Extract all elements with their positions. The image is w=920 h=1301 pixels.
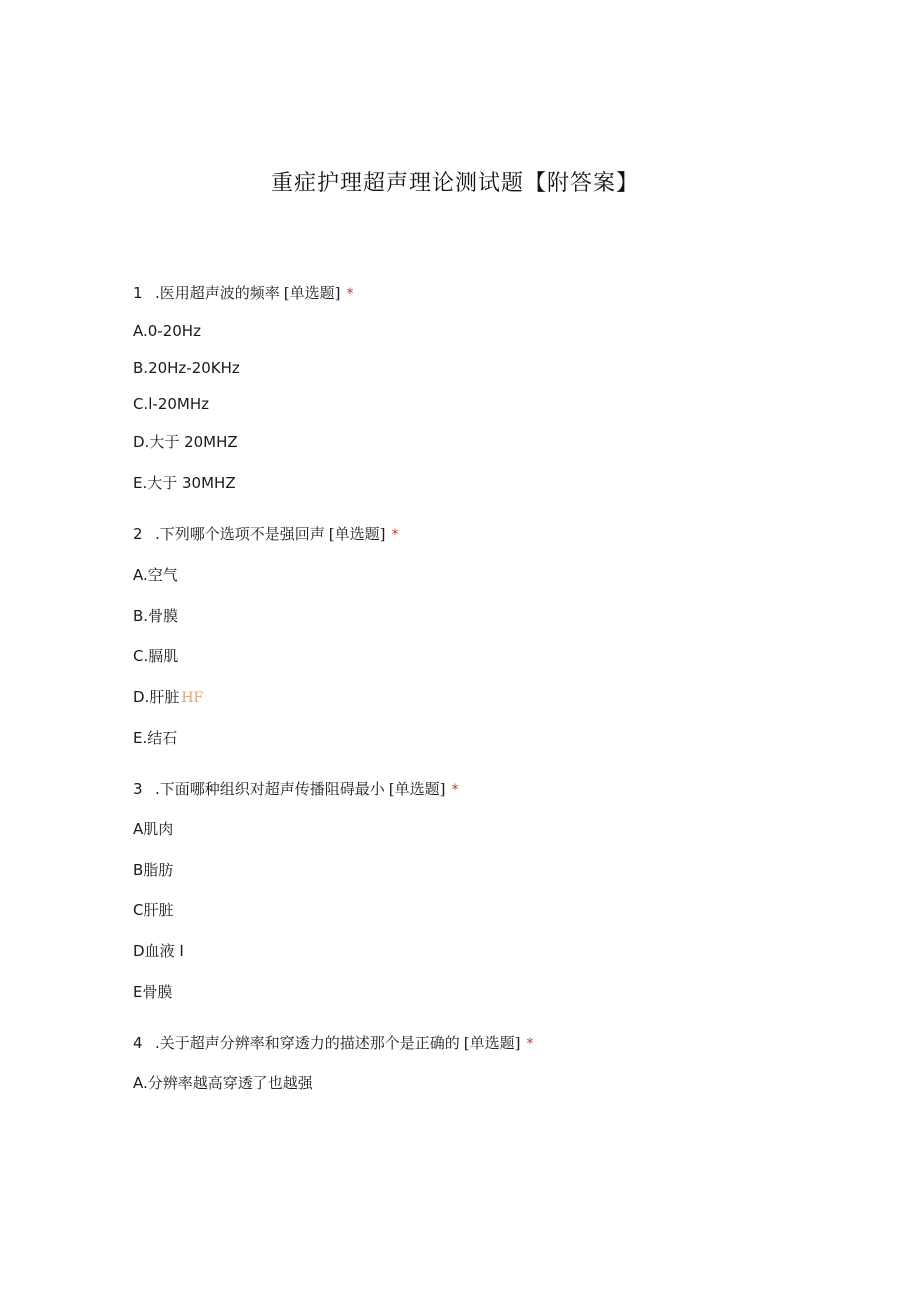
question-number: 1: [133, 284, 143, 302]
question-type: [单选题]: [283, 284, 341, 302]
stray-mark: HF: [181, 690, 204, 706]
option-text: 大于 20MHZ: [149, 433, 238, 451]
option-2a[interactable]: [133, 565, 178, 585]
required-mark: *: [346, 286, 354, 302]
option-label: E: [133, 983, 143, 1001]
option-label: C.: [133, 647, 149, 665]
option-3a[interactable]: [133, 819, 173, 839]
question-1-header: [133, 283, 354, 304]
option-text: 20Hz-20KHz: [148, 359, 240, 377]
option-2e[interactable]: [133, 728, 177, 748]
option-1c[interactable]: [133, 394, 209, 414]
option-text: 肝脏: [149, 688, 180, 706]
question-type: [单选题]: [328, 525, 386, 543]
option-1a[interactable]: [133, 321, 201, 341]
option-label: A.: [133, 566, 148, 584]
option-label: D: [133, 942, 145, 960]
option-1e[interactable]: [133, 473, 236, 493]
option-label: D.: [133, 433, 150, 451]
question-number: 4: [133, 1034, 143, 1052]
option-2d[interactable]: [133, 687, 203, 708]
option-text: 0-20Hz: [147, 322, 201, 340]
question-number: 2: [133, 525, 143, 543]
option-text: 膈肌: [148, 647, 179, 665]
question-text: .关于超声分辨率和穿透力的描述那个是正确的: [155, 1034, 460, 1052]
option-label: A.: [133, 322, 148, 340]
option-label: D.: [133, 688, 150, 706]
option-label: B.: [133, 607, 149, 625]
option-text: 骨膜: [148, 607, 179, 625]
option-label: C: [133, 901, 144, 919]
option-text: 血液 I: [144, 942, 184, 960]
option-text: l-20MHz: [148, 395, 210, 413]
required-mark: *: [451, 782, 459, 798]
option-3e[interactable]: [133, 982, 173, 1002]
option-text: 结石: [147, 729, 178, 747]
option-text: 肌肉: [143, 820, 174, 838]
question-text: .医用超声波的频率: [155, 284, 280, 302]
option-label: C.: [133, 395, 149, 413]
option-3c[interactable]: [133, 900, 174, 920]
question-3-header: [133, 779, 459, 800]
option-text: 分辨率越高穿透了也越强: [147, 1074, 313, 1092]
option-1d[interactable]: [133, 432, 238, 452]
question-text: .下列哪个选项不是强回声: [155, 525, 325, 543]
option-text: 肝脏: [143, 901, 174, 919]
option-label: B: [133, 861, 144, 879]
option-label: B.: [133, 359, 149, 377]
option-4a[interactable]: [133, 1073, 313, 1093]
option-label: E.: [133, 474, 148, 492]
option-1b[interactable]: [133, 358, 240, 378]
option-label: A.: [133, 1074, 148, 1092]
question-4-header: [133, 1033, 534, 1054]
question-2-header: [133, 524, 399, 545]
option-text: 空气: [147, 566, 178, 584]
option-label: A: [133, 820, 144, 838]
document-title: 重症护理超声理论测试题【附答案】: [270, 171, 639, 196]
option-text: 脂肪: [143, 861, 174, 879]
option-label: E.: [133, 729, 148, 747]
question-type: [单选题]: [388, 780, 446, 798]
required-mark: *: [526, 1036, 534, 1052]
option-3b[interactable]: [133, 860, 173, 880]
option-3d[interactable]: [133, 941, 184, 961]
question-number: 3: [133, 780, 143, 798]
option-text: 大于 30MHZ: [147, 474, 236, 492]
required-mark: *: [391, 527, 399, 543]
question-type: [单选题]: [463, 1034, 521, 1052]
option-2c[interactable]: [133, 646, 178, 666]
question-text: .下面哪种组织对超声传播阻碍最小: [155, 780, 385, 798]
option-2b[interactable]: [133, 606, 178, 626]
option-text: 骨膜: [142, 983, 173, 1001]
